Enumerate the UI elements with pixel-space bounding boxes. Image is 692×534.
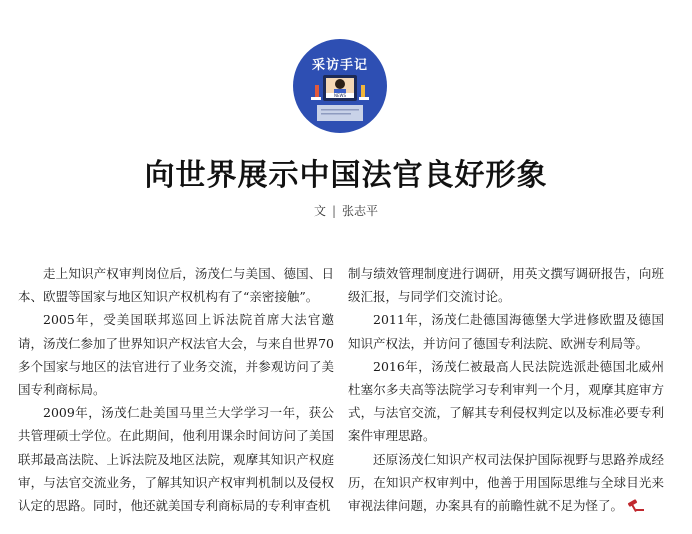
interview-illustration-icon — [293, 39, 387, 133]
paragraph: 2011年，汤茂仁赴德国海德堡大学进修欧盟及德国知识产权法，并访问了德国专利法院、欧洲专利局等。 — [348, 312, 664, 351]
paragraph-continuation: 制与绩效管理制度进行调研，用英文撰写调研报告，向班级汇报，与同学们交流讨论。 — [348, 266, 664, 305]
byline-separator: | — [331, 204, 337, 218]
paragraph: 走上知识产权审判岗位后，汤茂仁与美国、德国、日本、欧盟等国家与地区知识产权机构有了“亲密接触”。 — [18, 266, 334, 305]
column-badge — [293, 39, 387, 133]
paragraph-final-text: 还原汤茂仁知识产权司法保护国际视野与思路养成经历，在知识产权审判中，他善于用国际思维与全球目光来审视法律问题，办案具有的前瞻性就不足为怪了。 — [348, 451, 664, 514]
badge-label: 采访手记 — [311, 58, 368, 73]
paragraph-final — [348, 448, 664, 518]
byline — [0, 202, 692, 219]
body-column-right — [348, 262, 664, 517]
paragraph: 2016年，汤茂仁被最高人民法院选派赴德国北威州杜塞尔多夫高等法院学习专利审判一个月，观摩其庭审方式，与法官交流，了解其专利侵权判定以及标准必要专利案件审理思路。 — [348, 358, 664, 444]
paragraph: 2005年，受美国联邦巡回上诉法院首席大法官邀请，汤茂仁参加了世界知识产权法官大会，与来自世界70多个国家与地区的法官进行了业务交流，并参观访问了美国专利商标局。 — [18, 312, 334, 398]
paragraph: 2009年，汤茂仁赴美国马里兰大学学习一年，获公共管理硕士学位。在此期间，他利用课余时间访问了美国联邦最高法院、上诉法院及地区法院，观摩其知识产权庭审，与法官交流业务，了解其知识产权审判机制以及侵权认定的思路。同时，他还就美国专利商标局的专利审查机 — [18, 405, 334, 514]
byline-prefix: 文 — [313, 204, 326, 218]
gavel-end-icon — [626, 498, 644, 512]
article-title: 向世界展示中国法官良好形象 — [144, 158, 548, 193]
byline-author: 张志平 — [342, 204, 379, 218]
news-screen-label: NEWS — [333, 93, 347, 98]
body-column-left — [18, 262, 334, 517]
